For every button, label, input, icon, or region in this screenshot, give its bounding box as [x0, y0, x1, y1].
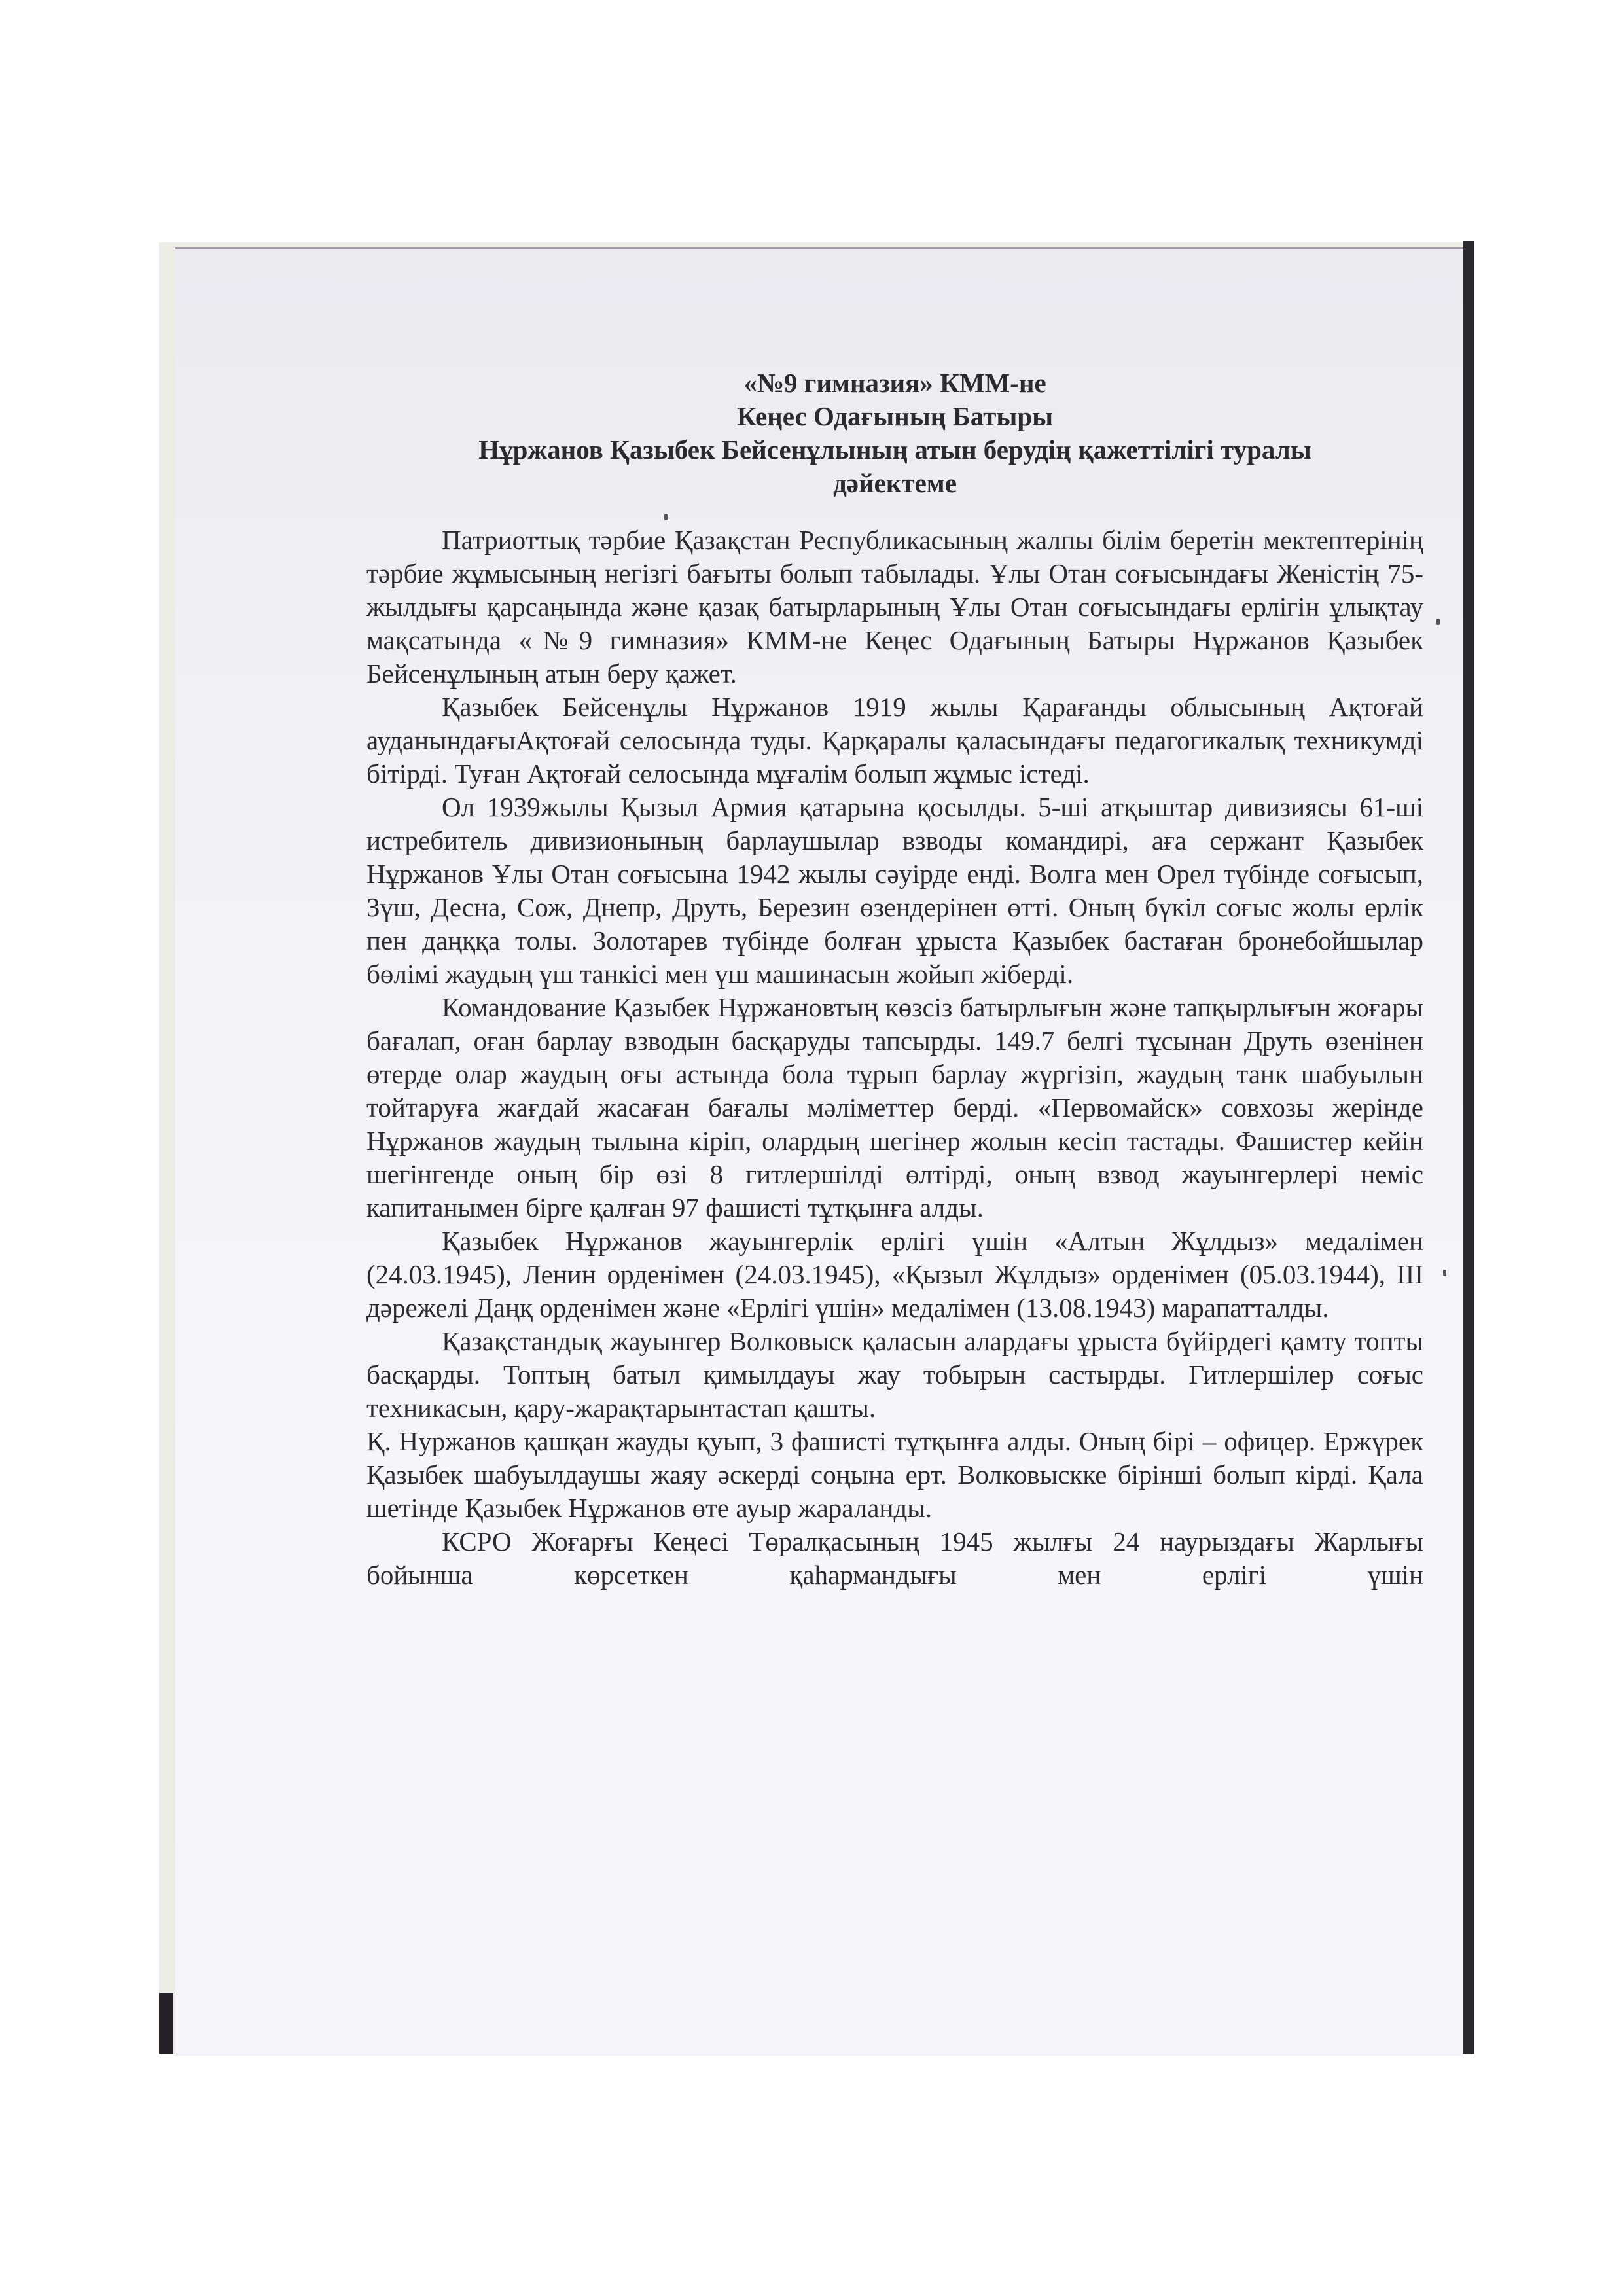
title-line-institution: «№9 гимназия» КММ-не — [743, 368, 1046, 398]
paragraph-intro: Патриоттық тәрбие Қазақстан Республикасының жалпы білім беретін мектептерінің тәрбие жұмысының негізгі бағыты болып табылады. Ұлы Отан соғысындағы Женістің 75-жылдығы қарсаңында және қазақ батырларының Ұлы Отан соғысындағы ерлігін ұлықтау мақсатында «№9 гимназия» КММ-не Кеңес Одағының Батыры Нұржанов Қазыбек Бейсенұлының атын беру қажет. — [366, 525, 1423, 689]
scan-speck — [1436, 619, 1440, 625]
paragraph-decree: КСРО Жоғарғы Кеңесі Төралқасының 1945 жылғы 24 наурыздағы Жарлығы бойынша көрсеткен қаһармандығы мен ерлігі үшін — [366, 1526, 1423, 1590]
scan-speck — [664, 514, 668, 520]
paragraph-biography: Қазыбек Бейсенұлы Нұржанов 1919 жылы Қарағанды облысының Ақтоғай ауданындағыАқтоғай селосында туды. Қарқаралы қаласындағы педагогикалық техникумді бітірді. Туған Ақтоғай селосында мұғалім болып жұмыс істеді. — [366, 692, 1423, 789]
paragraph-capture: Қ. Нуржанов қашқан жауды қуып, 3 фашисті тұтқынға алды. Оның бірі – офицер. Ержүрек Қазыбек шабуылдаушы жаяу әскерді соңына ерт. Волковыскке бірінші болып кірді. Қала шетінде Қазыбек Нұржанов өте ауыр жараланды. — [366, 1426, 1423, 1523]
document-body — [366, 367, 1423, 1592]
paragraph-command: Командование Қазыбек Нұржановтың көзсіз батырлығын және тапқырлығын жоғары бағалап, оған барлау взводын басқаруды тапсырды. 149.7 белгі тұсынан Друть өзенінен өтерде олар жаудың оғы астында бола тұрып барлау жүргізіп, жаудың танк шабуылын тойтаруға жағдай жасаған бағалы мәліметтер берді. «Первомайск» совхозы жерінде Нұржанов жаудың тылына кіріп, олардың шегінер жолын кесіп тастады. Фашистер кейін шегінгенде оның бір өзі 8 гитлершілді өлтірді, оның взвод жауынгерлері неміс капитанымен бірге қалған 97 фашисті тұтқынға алды. — [366, 992, 1423, 1223]
title-line-doctype: дәйектеме — [833, 468, 957, 498]
scan-edge-right — [1463, 241, 1474, 2054]
paragraph-volkovysk-battle: Қазақстандық жауынгер Волковыск қаласын алардағы ұрыста бүйірдегі қамту топты басқарды. Топтың батыл қимылдауы жау тобырын састырды. Гитлершілер соғыс техникасын, қару-жарақтарынтастап қашты. — [366, 1326, 1423, 1423]
paragraph-military-service: Ол 1939жылы Қызыл Армия қатарына қосылды. 5-ші атқыштар дивизиясы 61-ші истребитель дивизионының барлаушылар взводы командирі, аға сержант Қазыбек Нұржанов Ұлы Отан соғысына 1942 жылы сәуірде енді. Волга мен Орел түбінде соғысып, Зүш, Десна, Сож, Днепр, Друть, Березин өзендерінен өтті. Оның бүкіл соғыс жолы ерлік пен даңққа толы. Золотарев түбінде болған ұрыста Қазыбек бастаған бронебойшылар бөлімі жаудың үш танкісі мен үш машинасын жойып жіберді. — [366, 792, 1423, 989]
title-line-hero-rank: Кеңес Одағының Батыры — [736, 401, 1054, 431]
document-title — [366, 367, 1423, 500]
scan-edge-left-mark — [159, 1993, 173, 2054]
title-line-subject: Нұржанов Қазыбек Бейсенұлының атын берудің қажеттілігі туралы — [478, 435, 1311, 465]
paragraph-awards: Қазыбек Нұржанов жауынгерлік ерлігі үшін «Алтын Жұлдыз» медалімен (24.03.1945), Ленин орденімен (24.03.1945), «Қызыл Жұлдыз» орденімен (05.03.1944), ІІІ дәрежелі Даңқ орденімен және «Ерлігі үшін» медалімен (13.08.1943) марапатталды. — [366, 1226, 1423, 1323]
scan-speck — [1443, 1270, 1446, 1276]
